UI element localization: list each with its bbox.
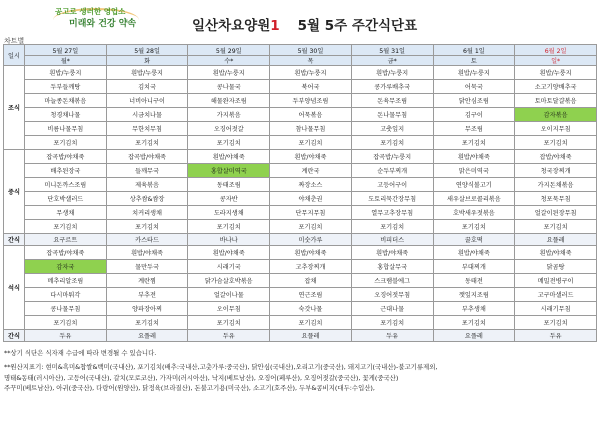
menu-cell: 흰밥/누룽지 — [188, 66, 270, 80]
menu-cell: 오이무침 — [188, 302, 270, 316]
menu-row — [4, 316, 597, 330]
menu-cell: 호박새우젓볶음 — [433, 206, 515, 220]
menu-cell: 새우살브로콜리볶음 — [433, 192, 515, 206]
menu-cell: 흰밥/야채죽 — [515, 246, 597, 260]
menu-cell: 포기김치 — [351, 220, 433, 234]
page-title — [192, 14, 417, 34]
title-name: 일산차요양원 — [192, 18, 271, 34]
menu-cell: 잡곡밥/야채죽 — [25, 246, 107, 260]
menu-cell: 흰밥/누룽지 — [515, 66, 597, 80]
menu-row — [4, 108, 597, 122]
menu-cell: 메밀전병구이 — [515, 274, 597, 288]
menu-cell: 계란찜 — [106, 274, 188, 288]
menu-cell: 감자국 — [25, 260, 107, 274]
date-cell: 6월 2일 — [515, 45, 597, 56]
menu-row — [4, 192, 597, 206]
menu-row — [4, 122, 597, 136]
menu-cell: 흰밥/야채죽 — [433, 150, 515, 164]
meal-label: 조식 — [4, 66, 25, 150]
menu-cell: 흰밥/누룽지 — [433, 66, 515, 80]
title-period: 5월 5주 주간식단표 — [297, 18, 418, 34]
note-origin-1: **원산지표기: 현미&흑미&찹쌀&백미(국내산), 포기김치(배추:국내산,고춧가루:중국산), 닭안심(국내산),오리고기(중국산), 돼지고기(국내산)-불고기류제외, — [4, 363, 438, 372]
menu-cell: 흰밥/야채죽 — [270, 150, 352, 164]
menu-cell: 잡밥/야채죽 — [515, 150, 597, 164]
menu-row — [4, 260, 597, 274]
menu-cell: 흰밥/야채죽 — [270, 246, 352, 260]
subtitle: 차트별 — [4, 37, 25, 45]
menu-cell: 어묵국 — [433, 80, 515, 94]
day-cell: 토 — [433, 56, 515, 66]
menu-cell: 오징어젓갈 — [188, 122, 270, 136]
note-origin-3: 주꾸미(베트남산), 아귀(중국산), 다랑어(원양산), 닭정육(브라질산), 돈불고기용(미국산), 소고기(호주산), 두부&콩비지(대두:수입산), — [4, 383, 375, 392]
menu-cell: 포기김치 — [25, 316, 107, 330]
menu-cell: 부추생채 — [433, 302, 515, 316]
logo-line1: 공고로 생러한 영업소 — [55, 7, 126, 16]
menu-cell: 단호박샐러드 — [25, 192, 107, 206]
menu-cell: 요플레 — [433, 330, 515, 342]
menu-cell: 어묵볶음 — [270, 108, 352, 122]
menu-cell: 홍합살미역국 — [188, 164, 270, 178]
menu-cell: 닭곰탕 — [515, 260, 597, 274]
meal-label: 중식 — [4, 150, 25, 234]
menu-cell: 포기김치 — [25, 220, 107, 234]
menu-cell: 부추전 — [106, 288, 188, 302]
menu-cell: 들깨무국 — [106, 164, 188, 178]
menu-row — [4, 150, 597, 164]
menu-cell: 김치국 — [106, 80, 188, 94]
day-cell: 금* — [351, 56, 433, 66]
menu-cell: 열무고추장무침 — [351, 206, 433, 220]
date-cell: 5월 30일 — [270, 45, 352, 56]
menu-cell: 포기김치 — [351, 316, 433, 330]
day-cell: 월* — [25, 56, 107, 66]
menu-row — [4, 66, 597, 80]
menu-cell: 미숫가루 — [270, 234, 352, 246]
header-label: 일시 — [4, 45, 25, 66]
menu-cell: 숙갓나물 — [270, 302, 352, 316]
menu-cell: 스크램블에그 — [351, 274, 433, 288]
menu-cell: 순두부찌개 — [351, 164, 433, 178]
menu-cell: 포기김치 — [270, 136, 352, 150]
menu-cell: 요플레 — [270, 330, 352, 342]
menu-cell: 두부들깨탕 — [25, 80, 107, 94]
menu-cell: 포기김치 — [433, 136, 515, 150]
notes — [4, 348, 598, 393]
logo — [55, 6, 137, 36]
menu-table — [3, 44, 597, 342]
menu-row — [4, 164, 597, 178]
menu-cell: 토마토달걀볶음 — [515, 94, 597, 108]
menu-cell: 두유 — [515, 330, 597, 342]
logo-line2: 미래와 건강 약속 — [69, 19, 137, 29]
menu-cell: 오이지무침 — [515, 122, 597, 136]
menu-cell: 꿀호떡 — [433, 234, 515, 246]
day-cell: 일* — [515, 56, 597, 66]
menu-cell: 요플레 — [106, 330, 188, 342]
menu-cell: 청국장찌개 — [515, 164, 597, 178]
menu-cell: 무조림 — [433, 122, 515, 136]
note-disclaimer: **상기 식단은 식자재 수급에 따라 변경될 수 있습니다. — [4, 349, 157, 357]
menu-cell: 바나나 — [188, 234, 270, 246]
menu-cell: 포기김치 — [433, 316, 515, 330]
menu-cell: 얼갈이된장무침 — [515, 206, 597, 220]
menu-cell: 김구이 — [433, 108, 515, 122]
menu-cell: 잡곡밥/야채죽 — [106, 150, 188, 164]
menu-cell: 포기김치 — [106, 316, 188, 330]
menu-cell: 너비아니구이 — [106, 94, 188, 108]
menu-cell: 소고기양배추국 — [515, 80, 597, 94]
menu-row — [4, 274, 597, 288]
menu-cell: 청경채나물 — [25, 108, 107, 122]
menu-cell: 시래기무침 — [515, 302, 597, 316]
menu-cell: 닭가슴살호박볶음 — [188, 274, 270, 288]
menu-cell: 짜장소스 — [270, 178, 352, 192]
menu-cell: 포기김치 — [270, 316, 352, 330]
menu-cell: 포기김치 — [188, 316, 270, 330]
menu-cell: 계란국 — [270, 164, 352, 178]
menu-cell: 치커리생채 — [106, 206, 188, 220]
menu-row — [4, 220, 597, 234]
note-origin-2: 명태&동태(러시아산), 고등어(국내산), 갈치(모로코산), 가자미(러시아산), 낙지(베트남산), 오징어(페루산), 오징어젓갈(중국산), 꽃게(중국산) — [4, 373, 399, 382]
day-header-row — [4, 56, 597, 66]
title-number: 1 — [270, 18, 280, 34]
date-cell: 5월 29일 — [188, 45, 270, 56]
menu-cell: 제육볶음 — [106, 178, 188, 192]
date-cell: 6월 1일 — [433, 45, 515, 56]
menu-cell: 시래기국 — [188, 260, 270, 274]
menu-cell: 고춧잎지 — [351, 122, 433, 136]
menu-cell: 흰밥/야채죽 — [106, 246, 188, 260]
menu-cell: 돈육무조림 — [351, 94, 433, 108]
menu-cell: 비름나물무침 — [25, 122, 107, 136]
menu-cell: 잡곡밥/누룽지 — [351, 150, 433, 164]
menu-cell: 깻잎지조림 — [433, 288, 515, 302]
menu-cell: 고추장찌개 — [270, 260, 352, 274]
menu-cell: 카스타드 — [106, 234, 188, 246]
menu-cell: 단무지무침 — [270, 206, 352, 220]
menu-cell: 메추리알조림 — [25, 274, 107, 288]
menu-cell: 요구르트 — [25, 234, 107, 246]
menu-cell: 부대찌개 — [433, 260, 515, 274]
meal-label: 간식 — [4, 234, 25, 246]
date-cell: 5월 27일 — [25, 45, 107, 56]
menu-cell: 포기김치 — [188, 220, 270, 234]
menu-cell: 포기김치 — [106, 136, 188, 150]
menu-row — [4, 94, 597, 108]
menu-cell: 포기김치 — [188, 136, 270, 150]
menu-row — [4, 246, 597, 260]
menu-row — [4, 136, 597, 150]
menu-cell: 두유 — [188, 330, 270, 342]
menu-cell: 양파장아찌 — [106, 302, 188, 316]
menu-cell: 가지볶음 — [188, 108, 270, 122]
menu-cell: 요플레 — [515, 234, 597, 246]
day-cell: 목 — [270, 56, 352, 66]
menu-cell: 동태전 — [433, 274, 515, 288]
menu-cell: 두부양념조림 — [270, 94, 352, 108]
menu-cell: 비피더스 — [351, 234, 433, 246]
menu-cell: 콩가루배추국 — [351, 80, 433, 94]
menu-cell: 흰밥/누룽지 — [270, 66, 352, 80]
menu-cell: 미니돈까스조림 — [25, 178, 107, 192]
menu-cell: 콩자반 — [188, 192, 270, 206]
menu-cell: 두유 — [351, 330, 433, 342]
menu-cell: 포기김치 — [25, 136, 107, 150]
menu-cell: 연근조림 — [270, 288, 352, 302]
menu-cell: 흰밥/야채죽 — [433, 246, 515, 260]
menu-cell: 도라지생채 — [188, 206, 270, 220]
menu-row — [4, 234, 597, 246]
day-cell: 수* — [188, 56, 270, 66]
menu-cell: 콩나물무침 — [25, 302, 107, 316]
menu-cell: 얼갈이나물 — [188, 288, 270, 302]
menu-cell: 시금치나물 — [106, 108, 188, 122]
menu-cell: 청포묵무침 — [515, 192, 597, 206]
menu-cell: 맑은미역국 — [433, 164, 515, 178]
menu-cell: 감자볶음 — [515, 108, 597, 122]
menu-cell: 다시마튀각 — [25, 288, 107, 302]
menu-cell: 물만두국 — [106, 260, 188, 274]
menu-row — [4, 288, 597, 302]
menu-cell: 무한치무침 — [106, 122, 188, 136]
menu-cell: 흰밥/누룽지 — [25, 66, 107, 80]
menu-cell: 홍합살무국 — [351, 260, 433, 274]
menu-cell: 무생채 — [25, 206, 107, 220]
menu-cell: 야채춘권 — [270, 192, 352, 206]
menu-cell: 고구마샐러드 — [515, 288, 597, 302]
menu-cell: 북어국 — [270, 80, 352, 94]
menu-cell: 포기김치 — [106, 220, 188, 234]
menu-cell: 포기김치 — [270, 220, 352, 234]
menu-cell: 잡곡밥/야채죽 — [25, 150, 107, 164]
menu-cell: 동태조림 — [188, 178, 270, 192]
menu-cell: 상추쌈&쌈장 — [106, 192, 188, 206]
menu-cell: 흰밥/야채죽 — [351, 246, 433, 260]
meal-label: 간식 — [4, 330, 25, 342]
menu-cell: 포기김치 — [351, 136, 433, 150]
menu-row — [4, 206, 597, 220]
menu-cell: 콩나물국 — [188, 80, 270, 94]
day-cell: 화 — [106, 56, 188, 66]
menu-cell: 흰밥/야채죽 — [188, 150, 270, 164]
date-header-row — [4, 45, 597, 56]
menu-cell: 닭안심조림 — [433, 94, 515, 108]
menu-cell: 도토리묵간장무침 — [351, 192, 433, 206]
menu-cell: 흰밥/누룽지 — [106, 66, 188, 80]
menu-cell: 잡채 — [270, 274, 352, 288]
menu-cell: 포기김치 — [515, 316, 597, 330]
menu-cell: 두유 — [25, 330, 107, 342]
menu-cell: 해물완자조림 — [188, 94, 270, 108]
menu-cell: 흰밥/누룽지 — [351, 66, 433, 80]
menu-cell: 포기김치 — [515, 220, 597, 234]
date-cell: 5월 28일 — [106, 45, 188, 56]
menu-cell: 포기김치 — [433, 220, 515, 234]
menu-cell: 마늘종돈채볶음 — [25, 94, 107, 108]
menu-row — [4, 178, 597, 192]
menu-cell: 흰밥/야채죽 — [188, 246, 270, 260]
meal-label: 석식 — [4, 246, 25, 330]
menu-cell: 포기김치 — [515, 136, 597, 150]
menu-cell: 오징어젓무침 — [351, 288, 433, 302]
menu-row — [4, 302, 597, 316]
menu-cell: 돈나물무침 — [351, 108, 433, 122]
menu-row — [4, 80, 597, 94]
menu-row — [4, 330, 597, 342]
menu-cell: 연양식볼고기 — [433, 178, 515, 192]
menu-cell: 근대나물 — [351, 302, 433, 316]
menu-cell: 참나물무침 — [270, 122, 352, 136]
menu-cell: 고등어구이 — [351, 178, 433, 192]
menu-cell: 배추된장국 — [25, 164, 107, 178]
date-cell: 5월 31일 — [351, 45, 433, 56]
menu-cell: 가지돈채볶음 — [515, 178, 597, 192]
